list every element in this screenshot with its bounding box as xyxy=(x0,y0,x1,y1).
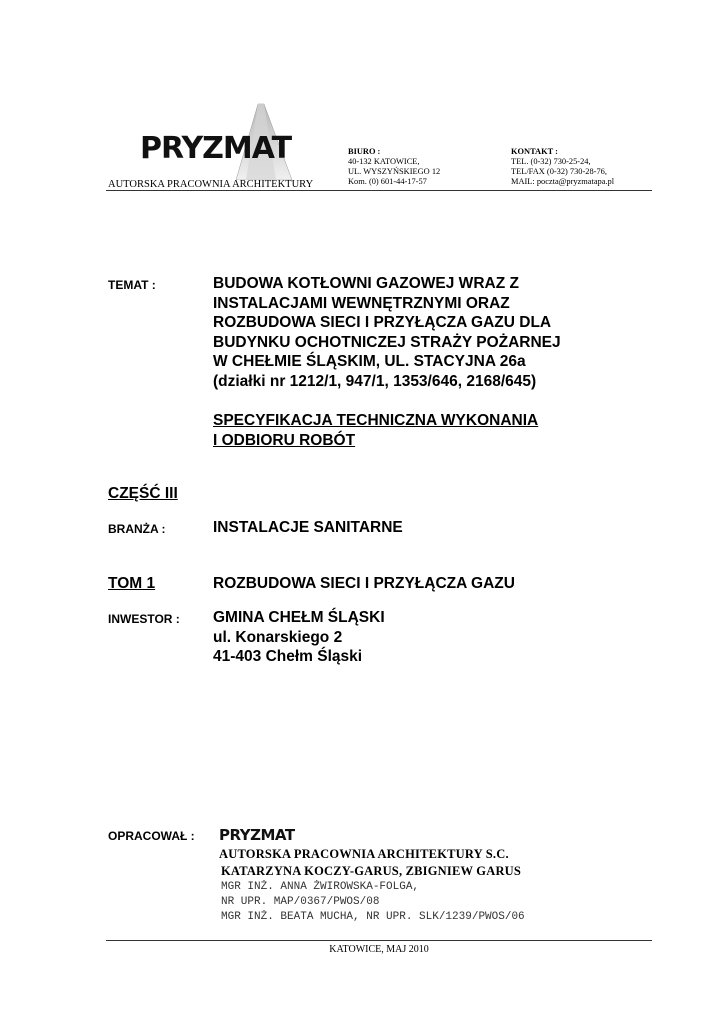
investor-city: 41-403 Chełm Śląski xyxy=(213,648,363,665)
branch-label: BRANŻA : xyxy=(108,522,166,536)
header-divider xyxy=(106,190,652,191)
office-line: Kom. (0) 601-44-17-57 xyxy=(348,177,427,186)
contact-heading: KONTAKT : xyxy=(511,147,558,156)
investor-street: ul. Konarskiego 2 xyxy=(213,628,343,646)
investor-name: GMINA CHEŁM ŚLĄSKI xyxy=(213,609,385,626)
company-logo xyxy=(106,100,326,192)
topic-line: BUDOWA KOTŁOWNI GAZOWEJ WRAZ Z xyxy=(213,275,519,292)
firm-owners: KATARZYNA KOCZY-GARUS, ZBIGNIEW GARUS xyxy=(221,864,522,878)
designer-line: MGR INŻ. ANNA ŻWIROWSKA-FOLGA, xyxy=(221,881,420,893)
contact-email: MAIL: poczta@pryzmatapa.pl xyxy=(511,177,615,186)
contact-line: TEL. (0-32) 730-25-24, xyxy=(511,157,591,166)
volume-label: TOM 1 xyxy=(108,575,156,592)
firm-line: AUTORSKA PRACOWNIA ARCHITEKTURY S.C. xyxy=(219,847,509,861)
logo-graphic xyxy=(106,100,326,180)
topic-label: TEMAT : xyxy=(108,278,156,292)
investor-label: INWESTOR : xyxy=(108,612,180,626)
topic-line: BUDYNKU OCHOTNICZEJ STRAŻY POŻARNEJ xyxy=(213,333,561,351)
logo-text: PRYZMAT xyxy=(140,131,292,166)
office-line: UL. WYSZYŃSKIEGO 12 xyxy=(348,167,441,176)
topic-text xyxy=(213,274,561,391)
prepared-logo-text: PRYZMAT xyxy=(219,826,295,844)
office-address xyxy=(348,147,440,187)
designer-line: NR UPR. MAP/0367/PWOS/08 xyxy=(221,896,380,908)
place-date: KATOWICE, MAJ 2010 xyxy=(329,944,429,955)
volume-value: ROZBUDOWA SIECI I PRZYŁĄCZA GAZU xyxy=(213,575,515,592)
branch-value: INSTALACJE SANITARNE xyxy=(213,519,403,536)
contact-line: TEL/FAX (0-32) 730-28-76, xyxy=(511,167,607,176)
firm-name xyxy=(219,846,521,880)
spec-title xyxy=(213,411,538,450)
footer-divider xyxy=(106,940,652,941)
part-number: CZĘŚĆ III xyxy=(108,485,178,502)
contact-info xyxy=(511,147,614,187)
investor-details xyxy=(213,608,385,667)
prepared-logo xyxy=(219,825,309,845)
spec-line: SPECYFIKACJA TECHNICZNA WYKONANIA xyxy=(213,412,539,429)
prepared-label: OPRACOWAŁ : xyxy=(108,829,195,843)
topic-line: (działki nr 1212/1, 947/1, 1353/646, 2168/645) xyxy=(213,372,537,390)
designer-line: MGR INŻ. BEATA MUCHA, NR UPR. SLK/1239/PWOS/06 xyxy=(221,911,525,923)
topic-line: W CHEŁMIE ŚLĄSKIM, UL. STACYJNA 26a xyxy=(213,353,526,370)
topic-line: ROZBUDOWA SIECI I PRZYŁĄCZA GAZU DLA xyxy=(213,314,552,331)
logo-subtitle: AUTORSKA PRACOWNIA ARCHITEKTURY xyxy=(108,179,314,190)
office-line: 40-132 KATOWICE, xyxy=(348,157,420,166)
office-heading: BIURO : xyxy=(348,147,381,156)
topic-line: INSTALACJAMI WEWNĘTRZNYMI ORAZ xyxy=(213,294,510,312)
designers xyxy=(221,880,525,925)
spec-line: I ODBIORU ROBÓT xyxy=(213,431,356,449)
